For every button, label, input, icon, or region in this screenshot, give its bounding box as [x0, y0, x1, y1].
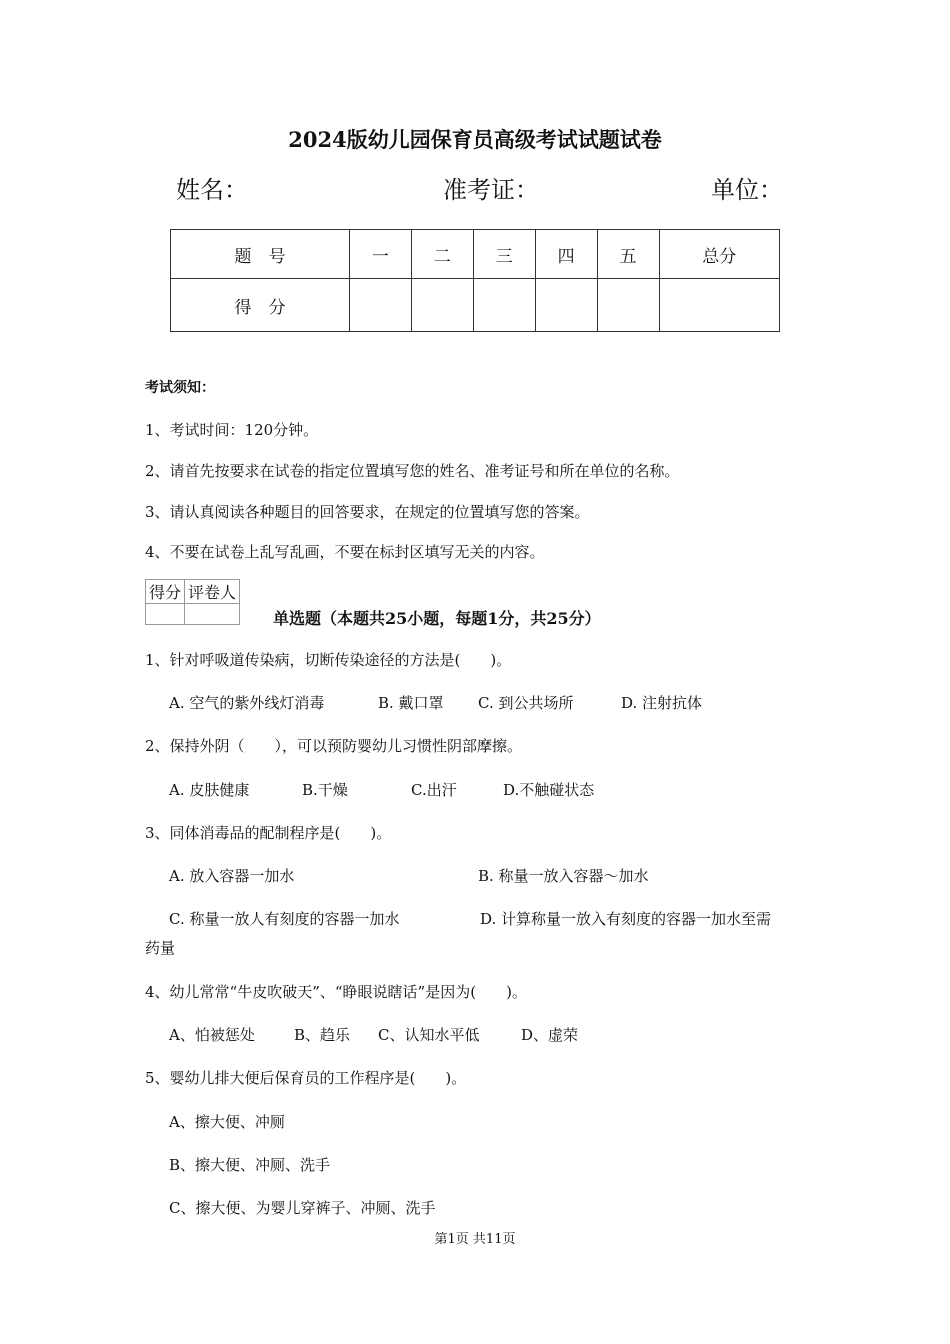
- grader-box: [145, 579, 240, 625]
- score-table: [170, 229, 780, 332]
- score-table-score-row: [171, 279, 780, 332]
- option-d-continuation: 药量: [145, 939, 176, 957]
- score-table-cell: 三: [473, 230, 535, 279]
- option-a: A、擦大便、冲厕: [169, 1113, 285, 1131]
- notice-item: 1、考试时间：120分钟。: [145, 421, 319, 439]
- option-b: B、趋乐: [294, 1026, 351, 1044]
- grader-score-label: 得分: [146, 580, 185, 604]
- score-table-cell: 得 分: [171, 279, 350, 332]
- option-d: D.不触碰状态: [503, 781, 595, 799]
- score-input-cell[interactable]: [411, 279, 473, 332]
- option-b: B、擦大便、冲厕、洗手: [169, 1156, 331, 1174]
- unit-field-label: 单位：: [711, 176, 783, 204]
- score-input-cell[interactable]: [349, 279, 411, 332]
- grader-score-cell[interactable]: [146, 604, 185, 625]
- option-c: C.出汗: [411, 781, 457, 799]
- question-stem: 1、针对呼吸道传染病，切断传染途径的方法是( )。: [145, 651, 512, 669]
- score-input-cell[interactable]: [473, 279, 535, 332]
- option-a: A. 放入容器一加水: [169, 867, 295, 885]
- score-table-cell: 二: [411, 230, 473, 279]
- score-input-cell[interactable]: [597, 279, 659, 332]
- question-stem: 2、保持外阴（ ），可以预防婴幼儿习惯性阴部摩擦。: [145, 737, 523, 755]
- option-a: A. 空气的紫外线灯消毒: [169, 694, 325, 712]
- question-stem: 3、同体消毒品的配制程序是( )。: [145, 824, 392, 842]
- score-table-cell: 五: [597, 230, 659, 279]
- option-a: A、怕被惩处: [169, 1026, 255, 1044]
- score-table-cell: 一: [349, 230, 411, 279]
- score-table-cell: 题 号: [171, 230, 350, 279]
- score-table-cell: 四: [535, 230, 597, 279]
- option-c: C. 称量一放人有刻度的容器一加水: [169, 910, 400, 928]
- option-b: B.干燥: [302, 781, 348, 799]
- page-title: 2024版幼儿园保育员高级考试试题试卷: [288, 127, 662, 152]
- name-field-label: 姓名：: [176, 176, 248, 204]
- score-table-header-row: [171, 230, 780, 279]
- grader-reviewer-label: 评卷人: [185, 580, 240, 604]
- score-table-cell: 总分: [659, 230, 779, 279]
- notice-heading: 考试须知：: [145, 380, 215, 396]
- option-d: D. 计算称量一放入有刻度的容器一加水至需: [480, 910, 772, 928]
- question-stem: 5、婴幼儿排大便后保育员的工作程序是( )。: [145, 1069, 467, 1087]
- option-c: C、擦大便、为婴儿穿裤子、冲厕、洗手: [169, 1199, 436, 1217]
- option-c: C、认知水平低: [378, 1026, 480, 1044]
- page-footer: 第1页 共11页: [434, 1232, 516, 1247]
- grader-reviewer-cell[interactable]: [185, 604, 240, 625]
- question-stem: 4、幼儿常常“牛皮吹破天”、“睁眼说瞎话”是因为( )。: [145, 983, 527, 1001]
- notice-item: 3、请认真阅读各种题目的回答要求，在规定的位置填写您的答案。: [145, 503, 590, 521]
- option-c: C. 到公共场所: [478, 694, 574, 712]
- notice-item: 2、请首先按要求在试卷的指定位置填写您的姓名、准考证号和所在单位的名称。: [145, 462, 680, 480]
- option-d: D. 注射抗体: [621, 694, 703, 712]
- notice-item: 4、不要在试卷上乱写乱画，不要在标封区填写无关的内容。: [145, 543, 545, 561]
- option-d: D、虚荣: [521, 1026, 579, 1044]
- option-b: B. 戴口罩: [378, 694, 444, 712]
- exam-number-field-label: 准考证：: [443, 176, 539, 204]
- option-a: A. 皮肤健康: [169, 781, 250, 799]
- option-b: B. 称量一放入容器～加水: [478, 867, 649, 885]
- section-title: 单选题（本题共25小题，每题1分，共25分）: [273, 609, 601, 628]
- score-input-cell[interactable]: [535, 279, 597, 332]
- score-input-cell[interactable]: [659, 279, 779, 332]
